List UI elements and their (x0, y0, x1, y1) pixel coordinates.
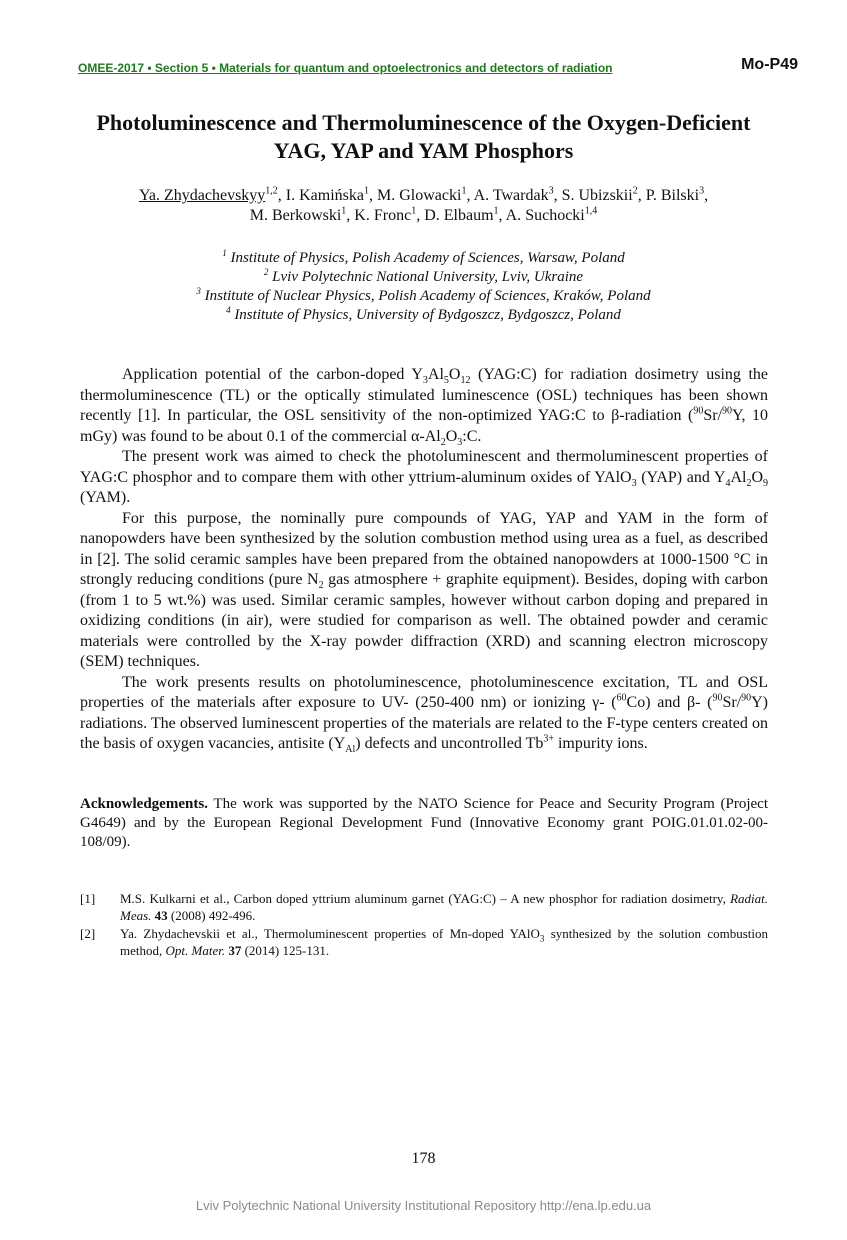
paragraph-2: The present work was aimed to check the photoluminescent and thermoluminescent properties of YAG:C phosphor and to compare them with other yttrium-aluminum oxides of YAlO$_3$ (YAP) and $Y_4Al_2O_9$ (YAM). (80, 448, 768, 506)
abstract-body (80, 365, 768, 755)
affiliation-1: $^1$ Institute of Physics, Polish Academy of Sciences, Warsaw, Poland (222, 248, 625, 266)
paragraph-1: Application potential of the carbon-doped $Y_3Al_5O_{12}$ (YAG:C) for radiation dosimetry using the thermoluminescence (TL) or the optically stimulated luminescence (OSL) techniques has been shown recently [1]. In particular, the OSL sensitivity of the non-optimized YAG:C to β-radiation ($^{90}$Sr/$^{90}$Y, 10 mGy) was found to be about 0.1 of the commercial $\alpha-Al_2O_3:C$. (80, 366, 768, 448)
affiliation-3: $^3$ Institute of Nuclear Physics, Polish Academy of Sciences, Kraków, Poland (196, 286, 651, 304)
presenting-author: Ya. Zhydachevskyy (138, 187, 266, 204)
repository-footer: Lviv Polytechnic National University Institutional Repository http://ena.lp.edu.ua (195, 1198, 652, 1213)
acknowledgements (80, 795, 768, 852)
acknowledgements-text: The work was supported by the NATO Science for Peace and Security Program (Project G4649) and by the European Regional Development Fund (Innovative Economy grant POIG.01.01.02-00-108/09). (80, 796, 768, 850)
affiliations (80, 249, 767, 325)
author-list: Ya. Zhydachevskyy$^{1,2}$, I. Kamińska$^1$, M. Glowacki$^1$, A. Twardak$^3$, S. Ubizskii$^2$, P. Bilski$^3$, M. Berkowski$^1$, K. Fronc$^1$, D. Elbaum$^1$, A. Suchocki$^{1,4}$ (138, 185, 709, 224)
affiliation-2: $^2$ Lviv Polytechnic National University, Lviv, Ukraine (263, 267, 584, 285)
page-number: 178 (411, 1150, 436, 1167)
abstract-code: Mo-P49 (741, 56, 798, 73)
acknowledgements-label: Acknowledgements. (80, 796, 208, 812)
paragraph-4: The work presents results on photoluminescence, photoluminescence excitation, TL and OSL properties of the materials after exposure to UV- (250-400 nm) or ionizing γ- ($^{60}$Co) and β- ($^{90}$Sr/$^{90}$Y) radiations. The observed luminescent properties of the materials are related to the F-type centers created on the basis of oxygen vacancies, antisite $(Y_{Al})$ defects and uncontrolled $Tb^{3+}$ impurity ions. (80, 673, 769, 756)
references (80, 890, 768, 960)
running-header (78, 56, 798, 78)
affiliation-4: $^4$ Institute of Physics, University of Bydgoszcz, Bydgoszcz, Poland (226, 305, 621, 323)
paragraph-3: For this purpose, the nominally pure compounds of YAG, YAP and YAM in the form of nanopowders have been synthesized by the solution combustion method using urea as a fuel, as described in [2]. The solid ceramic samples have been prepared from the obtained nanopowders at 1000-1500 °C in strongly reducing conditions (pure $N_2$ gas atmosphere + graphite equipment). Besides, doping with carbon (from 1 to 5 wt.%) was used. Similar ceramic samples, however without carbon doping and prepared in oxidizing conditions (in air), were studied for comparison as well. The obtained powder and ceramic materials were controlled by the X-ray powder diffraction (XRD) and scanning electron microscopy (SEM) techniques. (80, 509, 768, 670)
conference-section-link[interactable]: OMEE-2017 • Section 5 • Materials for quantum and optoelectronics and detectors of radiation (78, 61, 613, 75)
paper-title: Photoluminescence and Thermoluminescence of the Oxygen-Deficient YAG, YAP and YAM Phosphors (96, 110, 751, 163)
reference-item: [1] M.S. Kulkarni et al., Carbon doped yttrium aluminum garnet (YAG:C) – A new phosphor for radiation dosimetry, Radiat. Meas. 43 (2008) 492-496. (80, 891, 768, 923)
reference-item: [2] Ya. Zhydachevskii et al., Thermoluminescent properties of Mn-doped YAlO$_3$ synthesized by the solution combustion method, Opt. Mater. 37 (2014) 125-131. (80, 926, 768, 958)
